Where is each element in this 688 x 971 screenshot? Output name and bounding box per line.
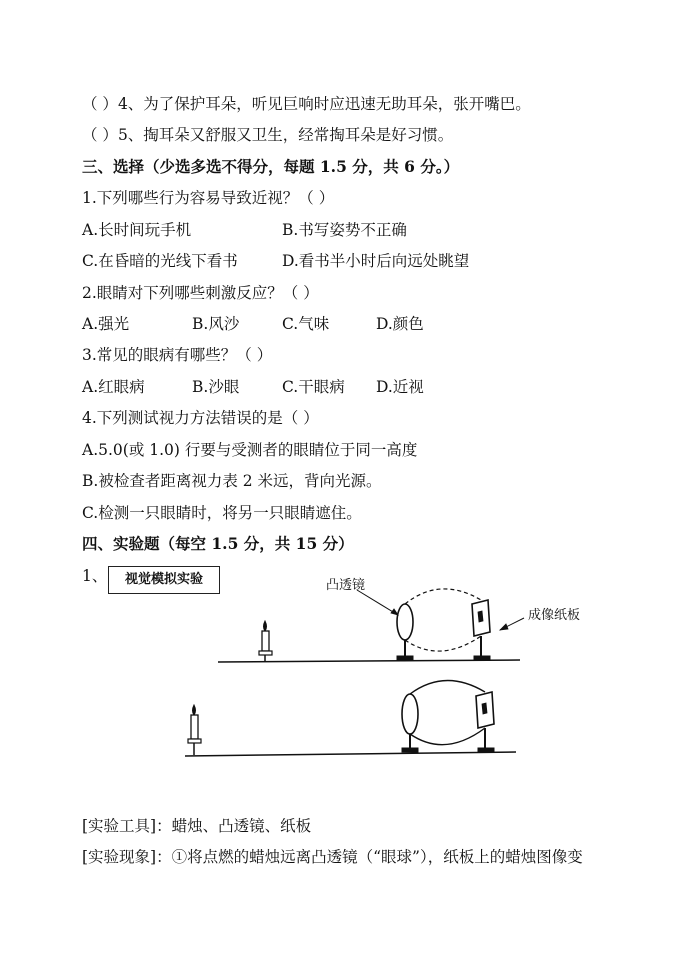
candle-icon (259, 621, 272, 661)
eyeball-outline (405, 636, 481, 651)
mc-q1-option-c[interactable]: C.在昏暗的光线下看书 (82, 252, 238, 270)
bottom-setup (185, 680, 516, 756)
experiment-title-box: 视觉模拟实验 (108, 566, 220, 594)
top-setup (218, 589, 524, 662)
mc-q3-option-d[interactable]: D.近视 (376, 378, 424, 396)
mc-q2-option-d[interactable]: D.颜色 (376, 315, 424, 333)
lens-label: 凸透镜 (326, 578, 366, 593)
question-text: 4、为了保护耳朵，听见巨响时应迅速无助耳朵，张开嘴巴。 (117, 95, 531, 113)
answer-paren[interactable]: （ ） (82, 126, 118, 144)
mc-q1-stem: 1.下列哪些行为容易导致近视？（ ） (82, 189, 335, 207)
screen-label: 成像纸板 (528, 608, 581, 623)
convex-lens-icon (397, 604, 413, 660)
mc-q4-option-b[interactable]: B.被检查者距离视力表 2 米远，背向光源。 (82, 472, 382, 490)
mc-q4-option-c[interactable]: C.检测一只眼睛时，将另一只眼睛遮住。 (82, 504, 362, 522)
mc-q1-option-d[interactable]: D.看书半小时后向远处眺望 (282, 252, 470, 270)
experiment-phenomenon: [实验现象]：①将点燃的蜡烛远离凸透镜（“眼球”），纸板上的蜡烛图像变 (82, 848, 583, 866)
section-title: 三、选择（少选多选不得分，每题 1.5 分，共 6 分。） (82, 157, 460, 176)
mc-q3-option-c[interactable]: C.干眼病 (282, 378, 345, 396)
screen-board-icon (476, 692, 494, 752)
eyeball-outline (405, 589, 481, 604)
question-text: 5、掏耳朵又舒服又卫生，经常掏耳朵是好习惯。 (117, 126, 454, 144)
mc-q2-stem: 2.眼睛对下列哪些刺激反应？（ ） (82, 284, 319, 302)
mc-q2-option-b[interactable]: B.风沙 (192, 315, 240, 333)
table-line (185, 752, 516, 756)
screen-board-icon (472, 600, 490, 660)
convex-lens-icon (402, 694, 418, 752)
answer-paren[interactable]: （ ） (82, 95, 118, 113)
mc-q4-stem: 4.下列测试视力方法错误的是（ ） (82, 409, 319, 427)
mc-q2-option-c[interactable]: C.气味 (282, 315, 330, 333)
mc-q2-option-a[interactable]: A.强光 (82, 315, 130, 333)
eyeball-outline (410, 680, 485, 694)
mc-q3-option-a[interactable]: A.红眼病 (82, 378, 145, 396)
section-title: 四、实验题（每空 1.5 分，共 15 分） (82, 534, 354, 553)
mc-q4-option-a[interactable]: A.5.0(或 1.0) 行要与受测者的眼睛位于同一高度 (82, 441, 418, 459)
eyeball-outline (410, 728, 485, 745)
candle-icon (188, 705, 201, 755)
mc-q3-stem: 3.常见的眼病有哪些？（ ） (82, 346, 273, 364)
mc-q3-option-b[interactable]: B.沙眼 (192, 378, 240, 396)
experiment-tools: [实验工具]：蜡烛、凸透镜、纸板 (82, 817, 312, 835)
experiment-number: 1、 (82, 567, 108, 585)
mc-q1-option-b[interactable]: B.书写姿势不正确 (282, 221, 407, 239)
mc-q1-option-a[interactable]: A.长时间玩手机 (82, 221, 192, 239)
